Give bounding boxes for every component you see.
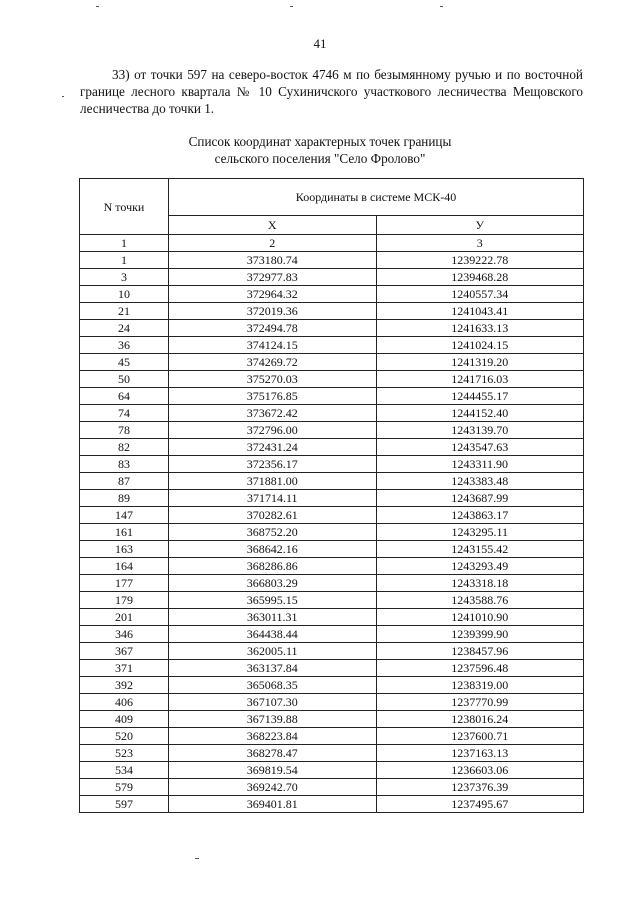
point-number-cell: 367 — [80, 643, 169, 660]
y-coordinate-cell: 1241024.15 — [376, 337, 584, 354]
x-coordinate-cell: 372964.32 — [169, 286, 377, 303]
x-coordinate-cell: 372494.78 — [169, 320, 377, 337]
y-coordinate-cell: 1237495.67 — [376, 796, 584, 813]
x-coordinate-cell: 375270.03 — [169, 371, 377, 388]
y-coordinate-cell: 1237376.39 — [376, 779, 584, 796]
point-number-cell: 409 — [80, 711, 169, 728]
y-coordinate-cell: 1241010.90 — [376, 609, 584, 626]
coordinates-table-body — [80, 252, 584, 813]
y-coordinate-cell: 1241716.03 — [376, 371, 584, 388]
y-coordinate-cell: 1241319.20 — [376, 354, 584, 371]
x-coordinate-cell: 372356.17 — [169, 456, 377, 473]
scan-speck — [290, 6, 293, 7]
point-number-cell: 1 — [80, 252, 169, 269]
point-number-cell: 164 — [80, 558, 169, 575]
point-number-cell: 346 — [80, 626, 169, 643]
table-caption — [0, 133, 640, 167]
point-number-cell: 163 — [80, 541, 169, 558]
point-number-cell: 74 — [80, 405, 169, 422]
point-number-cell: 3 — [80, 269, 169, 286]
point-number-cell: 406 — [80, 694, 169, 711]
table-row — [80, 388, 584, 405]
boundary-description-paragraph: 33) от точки 597 на северо-восток 4746 м по безымянному ручью и по восточной границе лесного квартала № 10 Сухиничского участкового лесничества Мещовского лесничества до точки 1. — [80, 67, 583, 116]
y-coordinate-cell: 1238319.00 — [376, 677, 584, 694]
table-row — [80, 303, 584, 320]
point-number-cell: 161 — [80, 524, 169, 541]
x-coordinate-cell: 365068.35 — [169, 677, 377, 694]
point-number-cell: 83 — [80, 456, 169, 473]
x-coordinate-cell: 368642.16 — [169, 541, 377, 558]
x-coordinate-cell: 375176.85 — [169, 388, 377, 405]
point-number-cell: 78 — [80, 422, 169, 439]
y-coordinate-cell: 1243293.49 — [376, 558, 584, 575]
table-row — [80, 405, 584, 422]
table-row — [80, 490, 584, 507]
y-coordinate-cell: 1243318.18 — [376, 575, 584, 592]
point-number-cell: 597 — [80, 796, 169, 813]
table-row — [80, 677, 584, 694]
x-coordinate-cell: 374124.15 — [169, 337, 377, 354]
x-coordinate-cell: 372977.83 — [169, 269, 377, 286]
point-number-cell: 371 — [80, 660, 169, 677]
table-row — [80, 626, 584, 643]
caption-line-1: Список координат характерных точек границы — [188, 134, 452, 149]
table-row — [80, 456, 584, 473]
y-coordinate-cell: 1238016.24 — [376, 711, 584, 728]
y-coordinate-cell: 1237163.13 — [376, 745, 584, 762]
x-coordinate-cell: 369242.70 — [169, 779, 377, 796]
y-coordinate-cell: 1243588.76 — [376, 592, 584, 609]
table-row — [80, 779, 584, 796]
y-coordinate-cell: 1237600.71 — [376, 728, 584, 745]
point-number-cell: 21 — [80, 303, 169, 320]
table-row — [80, 728, 584, 745]
column-index-row — [80, 235, 584, 252]
point-number-cell: 64 — [80, 388, 169, 405]
y-coordinate-cell: 1236603.06 — [376, 762, 584, 779]
table-row — [80, 507, 584, 524]
x-coordinate-cell: 369401.81 — [169, 796, 377, 813]
x-coordinate-cell: 366803.29 — [169, 575, 377, 592]
index-cell-2: 2 — [169, 235, 377, 252]
y-coordinate-cell: 1244455.17 — [376, 388, 584, 405]
scan-speck — [440, 6, 443, 7]
y-coordinate-cell: 1238457.96 — [376, 643, 584, 660]
y-coordinate-cell: 1243139.70 — [376, 422, 584, 439]
header-coordinate-system: Координаты в системе МСК-40 — [169, 179, 584, 216]
x-coordinate-cell: 364438.44 — [169, 626, 377, 643]
y-coordinate-cell: 1239468.28 — [376, 269, 584, 286]
x-coordinate-cell: 367107.30 — [169, 694, 377, 711]
header-x: X — [169, 216, 377, 235]
scan-speck — [195, 858, 199, 859]
point-number-cell: 579 — [80, 779, 169, 796]
x-coordinate-cell: 368223.84 — [169, 728, 377, 745]
table-row — [80, 286, 584, 303]
y-coordinate-cell: 1243687.99 — [376, 490, 584, 507]
x-coordinate-cell: 373180.74 — [169, 252, 377, 269]
x-coordinate-cell: 362005.11 — [169, 643, 377, 660]
table-row — [80, 762, 584, 779]
x-coordinate-cell: 370282.61 — [169, 507, 377, 524]
table-row — [80, 524, 584, 541]
table-row — [80, 422, 584, 439]
table-row — [80, 439, 584, 456]
table-row — [80, 575, 584, 592]
scan-speck — [62, 96, 64, 97]
x-coordinate-cell: 371714.11 — [169, 490, 377, 507]
table-row — [80, 609, 584, 626]
x-coordinate-cell: 372431.24 — [169, 439, 377, 456]
point-number-cell: 147 — [80, 507, 169, 524]
table-row — [80, 694, 584, 711]
coordinates-table — [79, 178, 584, 813]
point-number-cell: 201 — [80, 609, 169, 626]
point-number-cell: 177 — [80, 575, 169, 592]
header-point-number: N точки — [80, 179, 169, 235]
table-row — [80, 558, 584, 575]
table-row — [80, 337, 584, 354]
y-coordinate-cell: 1240557.34 — [376, 286, 584, 303]
header-y: У — [376, 216, 584, 235]
point-number-cell: 392 — [80, 677, 169, 694]
y-coordinate-cell: 1239222.78 — [376, 252, 584, 269]
y-coordinate-cell: 1244152.40 — [376, 405, 584, 422]
table-row — [80, 354, 584, 371]
point-number-cell: 10 — [80, 286, 169, 303]
page-number: 41 — [313, 36, 327, 51]
table-row — [80, 252, 584, 269]
x-coordinate-cell: 369819.54 — [169, 762, 377, 779]
x-coordinate-cell: 368286.86 — [169, 558, 377, 575]
coordinates-table-header — [80, 179, 584, 252]
x-coordinate-cell: 365995.15 — [169, 592, 377, 609]
y-coordinate-cell: 1241633.13 — [376, 320, 584, 337]
table-row — [80, 643, 584, 660]
table-row — [80, 371, 584, 388]
x-coordinate-cell: 367139.88 — [169, 711, 377, 728]
point-number-cell: 82 — [80, 439, 169, 456]
x-coordinate-cell: 363137.84 — [169, 660, 377, 677]
point-number-cell: 36 — [80, 337, 169, 354]
index-cell-1: 1 — [80, 235, 169, 252]
caption-line-2: сельского поселения "Село Фролово" — [214, 151, 426, 166]
x-coordinate-cell: 368278.47 — [169, 745, 377, 762]
table-row — [80, 796, 584, 813]
point-number-cell: 89 — [80, 490, 169, 507]
table-row — [80, 660, 584, 677]
table-row — [80, 711, 584, 728]
y-coordinate-cell: 1243383.48 — [376, 473, 584, 490]
y-coordinate-cell: 1237596.48 — [376, 660, 584, 677]
scan-speck — [96, 6, 99, 7]
x-coordinate-cell: 373672.42 — [169, 405, 377, 422]
point-number-cell: 87 — [80, 473, 169, 490]
point-number-cell: 523 — [80, 745, 169, 762]
table-row — [80, 269, 584, 286]
y-coordinate-cell: 1243863.17 — [376, 507, 584, 524]
table-row — [80, 541, 584, 558]
y-coordinate-cell: 1243547.63 — [376, 439, 584, 456]
table-row — [80, 473, 584, 490]
index-cell-3: 3 — [376, 235, 584, 252]
x-coordinate-cell: 374269.72 — [169, 354, 377, 371]
x-coordinate-cell: 368752.20 — [169, 524, 377, 541]
y-coordinate-cell: 1239399.90 — [376, 626, 584, 643]
y-coordinate-cell: 1241043.41 — [376, 303, 584, 320]
x-coordinate-cell: 372796.00 — [169, 422, 377, 439]
x-coordinate-cell: 371881.00 — [169, 473, 377, 490]
table-row — [80, 592, 584, 609]
point-number-cell: 50 — [80, 371, 169, 388]
point-number-cell: 45 — [80, 354, 169, 371]
point-number-cell: 179 — [80, 592, 169, 609]
point-number-cell: 534 — [80, 762, 169, 779]
table-row — [80, 745, 584, 762]
point-number-cell: 520 — [80, 728, 169, 745]
table-row — [80, 320, 584, 337]
y-coordinate-cell: 1243295.11 — [376, 524, 584, 541]
y-coordinate-cell: 1243311.90 — [376, 456, 584, 473]
point-number-cell: 24 — [80, 320, 169, 337]
x-coordinate-cell: 363011.31 — [169, 609, 377, 626]
x-coordinate-cell: 372019.36 — [169, 303, 377, 320]
y-coordinate-cell: 1237770.99 — [376, 694, 584, 711]
y-coordinate-cell: 1243155.42 — [376, 541, 584, 558]
